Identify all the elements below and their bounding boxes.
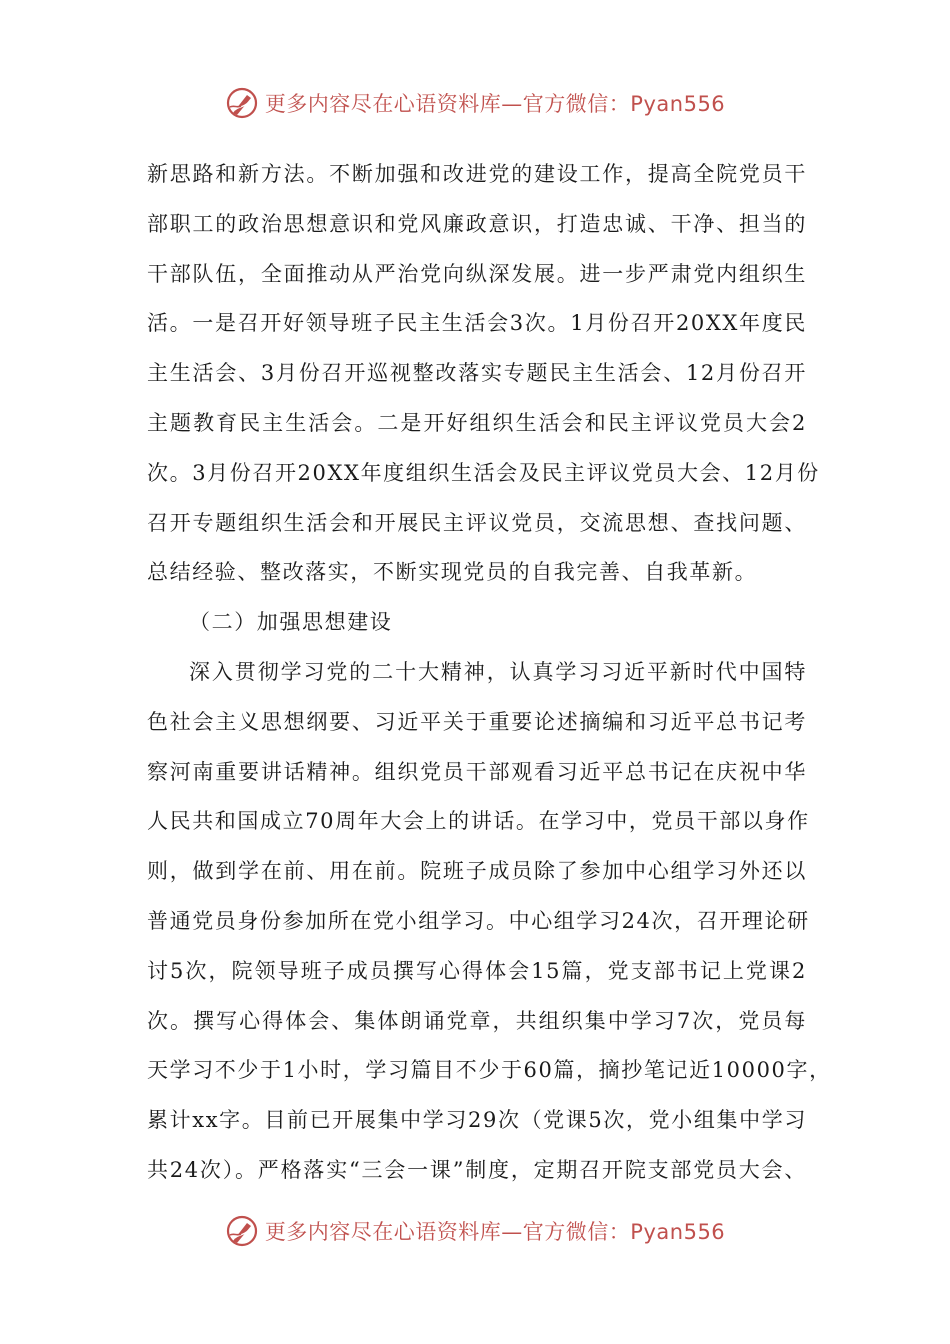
body-line-17: 讨5次，院领导班子成员撰写心得体会15篇，党支部书记上党课2 bbox=[147, 958, 807, 983]
body-line-11: 深入贯彻学习党的二十大精神，认真学习习近平新时代中国特 bbox=[189, 659, 807, 684]
body-line-2: 部职工的政治思想意识和党风廉政意识，打造忠诚、干净、担当的 bbox=[147, 211, 807, 236]
body-line-18: 次。撰写心得体会、集体朗诵党章，共组织集中学习7次，党员每 bbox=[147, 1008, 807, 1033]
header-watermark-banner bbox=[0, 83, 950, 123]
document-body bbox=[147, 150, 832, 1196]
body-line-9: 总结经验、整改落实，不断实现党员的自我完善、自我革新。 bbox=[147, 560, 758, 585]
body-line-21: 共24次）。严格落实“三会一课”制度，定期召开院支部党员大会、 bbox=[147, 1157, 807, 1182]
body-line-15: 则，做到学在前、用在前。院班子成员除了参加中心组学习外还以 bbox=[147, 859, 807, 884]
section-heading: （二）加强思想建设 bbox=[189, 610, 393, 635]
body-line-16: 普通党员身份参加所在党小组学习。中心组学习24次，召开理论研 bbox=[147, 908, 810, 933]
pen-nib-seal-icon bbox=[225, 1214, 259, 1248]
body-line-20: 累计xx字。目前已开展集中学习29次（党课5次，党小组集中学习 bbox=[147, 1108, 807, 1133]
body-line-19: 天学习不少于1小时，学习篇目不少于60篇，摘抄笔记近10000字， bbox=[147, 1058, 832, 1083]
body-line-5: 主生活会、3月份召开巡视整改落实专题民主生活会、12月份召开 bbox=[147, 361, 807, 386]
pen-nib-seal-icon bbox=[225, 86, 259, 120]
body-line-8: 召开专题组织生活会和开展民主评议党员，交流思想、查找问题、 bbox=[147, 510, 807, 535]
body-line-14: 人民共和国成立70周年大会上的讲话。在学习中，党员干部以身作 bbox=[147, 809, 810, 834]
body-line-3: 干部队伍，全面推动从严治党向纵深发展。进一步严肃党内组织生 bbox=[147, 261, 807, 286]
body-line-4: 活。一是召开好领导班子民主生活会3次。1月份召开20XX年度民 bbox=[147, 311, 807, 336]
body-line-7: 次。3月份召开20XX年度组织生活会及民主评议党员大会、12月份 bbox=[147, 460, 820, 485]
header-watermark-text: 更多内容尽在心语资料库—官方微信：Pyan556 bbox=[264, 92, 726, 116]
footer-watermark-text: 更多内容尽在心语资料库—官方微信：Pyan556 bbox=[264, 1220, 726, 1244]
body-line-13: 察河南重要讲话精神。组织党员干部观看习近平总书记在庆祝中华 bbox=[147, 759, 807, 784]
body-line-12: 色社会主义思想纲要、习近平关于重要论述摘编和习近平总书记考 bbox=[147, 709, 807, 734]
footer-watermark-banner bbox=[0, 1211, 950, 1251]
body-line-6: 主题教育民主生活会。二是开好组织生活会和民主评议党员大会2 bbox=[147, 410, 807, 435]
body-line-1: 新思路和新方法。不断加强和改进党的建设工作，提高全院党员干 bbox=[147, 162, 807, 186]
